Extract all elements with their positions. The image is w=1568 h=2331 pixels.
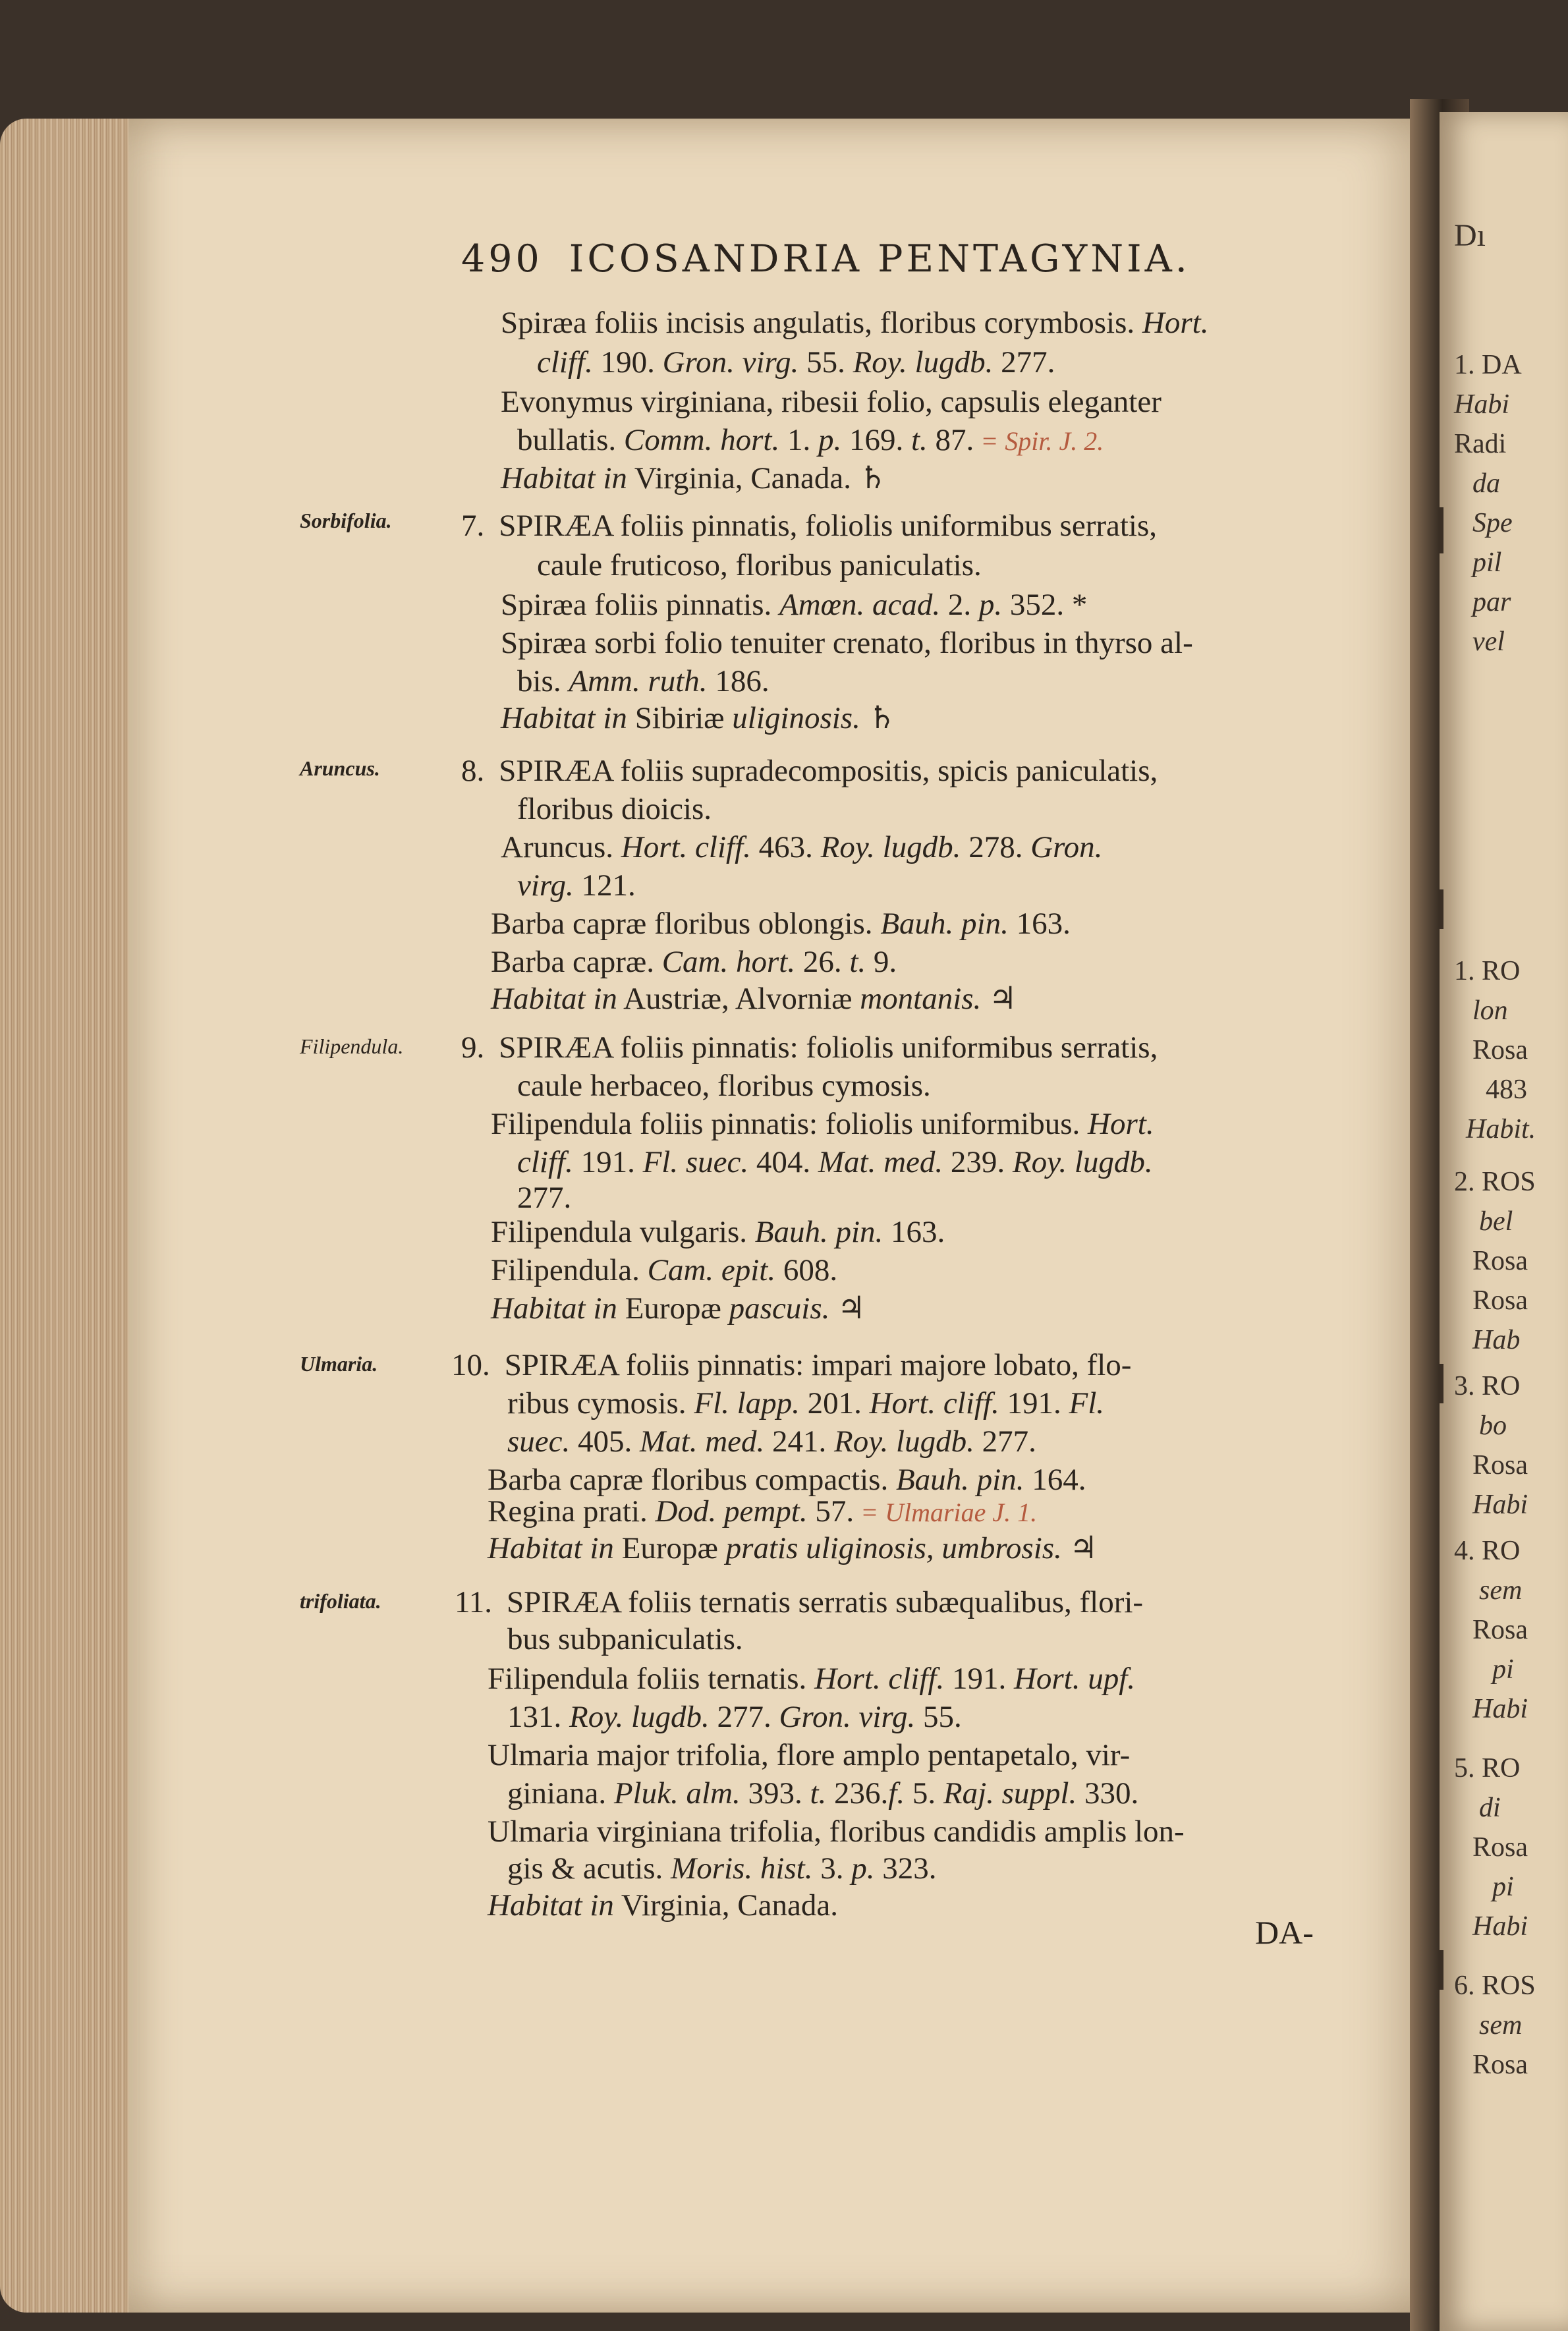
margin-mark	[1440, 1950, 1443, 1990]
text-line: Spiræa foliis pinnatis. Amœn. acad. 2. p. 352. *	[501, 588, 1088, 622]
facing-text: Habi	[1472, 1911, 1528, 1942]
facing-text: Dı	[1454, 218, 1486, 253]
text-line: Evonymus virginiana, ribesii folio, capsulis eleganter	[501, 385, 1162, 419]
species-heading: 11. SPIRÆA foliis ternatis serratis subæqualibus, flori-	[455, 1585, 1144, 1619]
facing-text: pil	[1472, 548, 1502, 578]
facing-text: pi	[1492, 1872, 1514, 1902]
facing-text: 1. RO	[1454, 956, 1521, 986]
handwritten-annotation: = Spir. J. 2.	[980, 426, 1104, 456]
margin-name-ulmaria: Ulmaria.	[300, 1352, 378, 1376]
facing-text: sem	[1479, 1575, 1523, 1606]
text-line: Habitat in Virginia, Canada. ♄	[501, 461, 887, 495]
facing-text: Rosa	[1472, 1615, 1528, 1645]
facing-text: vel	[1472, 627, 1505, 657]
text-line: Ulmaria major trifolia, flore amplo pentapetalo, vir-	[488, 1738, 1131, 1772]
species-heading: 9. SPIRÆA foliis pinnatis: foliolis uniformibus serratis,	[461, 1030, 1158, 1065]
facing-text: Habi	[1454, 389, 1509, 420]
facing-text: bel	[1479, 1206, 1513, 1237]
facing-text: bo	[1479, 1411, 1507, 1441]
text-line: Habitat in Europæ pratis uliginosis, umbrosis. ♃	[488, 1531, 1098, 1565]
text-line: Habitat in Austriæ, Alvorniæ montanis. ♃	[491, 982, 1017, 1016]
facing-text: Habit.	[1466, 1114, 1536, 1144]
text-line: Barba capræ floribus oblongis. Bauh. pin. 163.	[491, 907, 1071, 941]
facing-text: 3. RO	[1454, 1371, 1521, 1401]
text-line: ribus cymosis. Fl. lapp. 201. Hort. cliff. 191. Fl.	[507, 1386, 1105, 1420]
catchword: DA-	[1255, 1914, 1314, 1951]
margin-name-sorbifolia: Sorbifolia.	[300, 509, 392, 532]
margin-name-aruncus: Aruncus.	[300, 756, 380, 780]
facing-text: Rosa	[1472, 1450, 1528, 1480]
facing-text: 6. ROS	[1454, 1971, 1536, 2001]
text-line: 131. Roy. lugdb. 277. Gron. virg. 55.	[507, 1700, 962, 1734]
page-edges	[0, 119, 135, 2313]
text-line: Filipendula. Cam. epit. 608.	[491, 1253, 838, 1287]
facing-page	[1440, 112, 1568, 2331]
text-line: bullatis. Comm. hort. 1. p. 169. t. 87. = Spir. J. 2.	[517, 423, 1104, 457]
text-line: Habitat in Sibiriæ uliginosis. ♄	[501, 701, 896, 735]
text-line: Regina prati. Dod. pempt. 57. = Ulmariae J. 1.	[488, 1494, 1038, 1529]
facing-text: 1. DA	[1454, 350, 1522, 380]
margin-mark	[1440, 507, 1443, 553]
facing-text: sem	[1479, 2010, 1523, 2040]
facing-text: 4. RO	[1454, 1536, 1521, 1566]
page-header	[461, 237, 1190, 281]
text-line: Habitat in Virginia, Canada.	[488, 1888, 838, 1923]
text-line: cliff. 190. Gron. virg. 55. Roy. lugdb. 277.	[537, 345, 1055, 379]
text-line: Filipendula foliis pinnatis: foliolis uniformibus. Hort.	[491, 1107, 1154, 1141]
facing-text: par	[1472, 587, 1511, 617]
facing-text: Rosa	[1472, 1246, 1528, 1276]
text-line: giniana. Pluk. alm. 393. t. 236.f. 5. Raj. suppl. 330.	[507, 1776, 1139, 1811]
facing-text: Radi	[1454, 429, 1507, 459]
species-heading: 10. SPIRÆA foliis pinnatis: impari majore lobato, flo-	[451, 1348, 1132, 1382]
facing-text: pi	[1492, 1654, 1514, 1685]
facing-text: Rosa	[1472, 1832, 1528, 1863]
facing-text: Hab	[1472, 1325, 1521, 1355]
facing-text: 5. RO	[1454, 1753, 1521, 1783]
facing-text: 483	[1486, 1075, 1527, 1105]
page-number: 490	[461, 237, 543, 281]
text-line: Barba capræ floribus compactis. Bauh. pin. 164.	[488, 1463, 1086, 1497]
facing-text: Rosa	[1472, 1035, 1528, 1065]
text-line: Habitat in Europæ pascuis. ♃	[491, 1291, 866, 1326]
text-line: gis & acutis. Moris. hist. 3. p. 323.	[507, 1851, 937, 1886]
facing-text: Rosa	[1472, 1285, 1528, 1316]
text-line: Filipendula vulgaris. Bauh. pin. 163.	[491, 1215, 945, 1249]
text-line: Ulmaria virginiana trifolia, floribus candidis amplis lon-	[488, 1814, 1185, 1849]
facing-text: lon	[1472, 996, 1508, 1026]
facing-text: Habi	[1472, 1694, 1528, 1724]
facing-text: di	[1479, 1793, 1501, 1823]
page-title: ICOSANDRIA PENTAGYNIA.	[569, 237, 1190, 281]
facing-text: Rosa	[1472, 2050, 1528, 2080]
text-line: Spiræa foliis incisis angulatis, floribus corymbosis. Hort.	[501, 306, 1209, 340]
text-line: virg. 121.	[517, 868, 636, 903]
text-line: bis. Amm. ruth. 186.	[517, 664, 770, 698]
text-line: Filipendula foliis ternatis. Hort. cliff. 191. Hort. upf.	[488, 1662, 1136, 1696]
facing-text: Spe	[1472, 508, 1513, 538]
text-line: cliff. 191. Fl. suec. 404. Mat. med. 239. Roy. lugdb.	[517, 1145, 1153, 1179]
text-line: caule fruticoso, floribus paniculatis.	[537, 548, 982, 582]
margin-name-filipendula: Filipendula.	[300, 1034, 404, 1058]
text-line: 277.	[517, 1181, 572, 1215]
species-heading: 8. SPIRÆA foliis supradecompositis, spicis paniculatis,	[461, 754, 1158, 788]
facing-text: da	[1472, 468, 1500, 499]
facing-text: Habi	[1472, 1490, 1528, 1520]
text-line: suec. 405. Mat. med. 241. Roy. lugdb. 277.	[507, 1424, 1036, 1459]
margin-name-trifoliata: trifoliata.	[300, 1589, 381, 1613]
handwritten-annotation: = Ulmariae J. 1.	[860, 1498, 1038, 1527]
text-line: Spiræa sorbi folio tenuiter crenato, floribus in thyrso al-	[501, 626, 1193, 660]
margin-mark	[1440, 889, 1443, 929]
facing-text: 2. ROS	[1454, 1167, 1536, 1197]
text-line: Aruncus. Hort. cliff. 463. Roy. lugdb. 278. Gron.	[501, 830, 1103, 864]
species-heading: 7. SPIRÆA foliis pinnatis, foliolis uniformibus serratis,	[461, 509, 1158, 543]
text-line: caule herbaceo, floribus cymosis.	[517, 1069, 931, 1103]
margin-mark	[1440, 1364, 1443, 1403]
text-line: floribus dioicis.	[517, 792, 712, 826]
text-line: bus subpaniculatis.	[507, 1622, 743, 1656]
text-line: Barba capræ. Cam. hort. 26. t. 9.	[491, 945, 897, 979]
